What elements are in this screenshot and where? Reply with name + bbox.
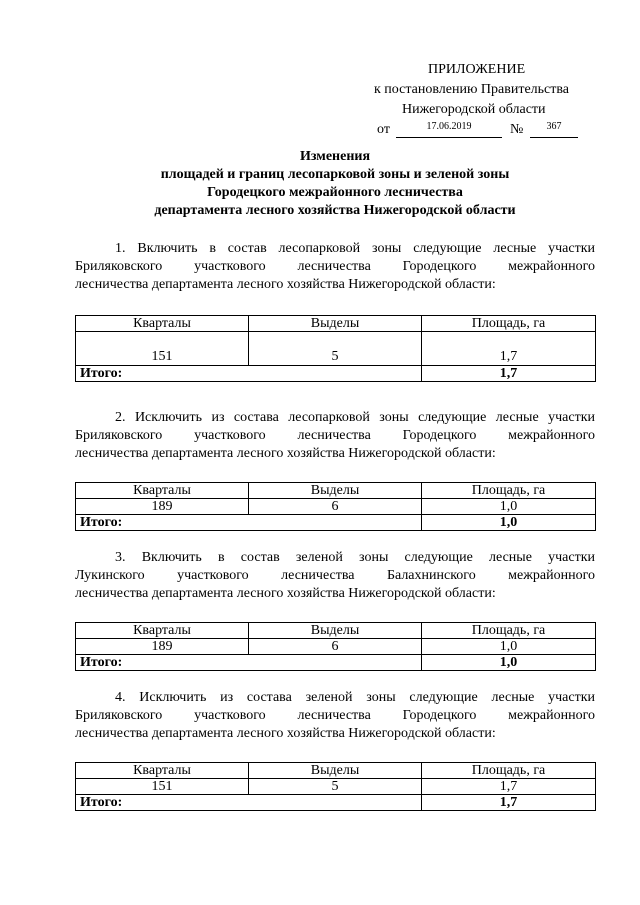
section-4 <box>75 689 595 811</box>
section-1-line-3: лесничества департамента лесного хозяйства Нижегородской области: <box>75 277 496 292</box>
header-quarters: Кварталы <box>76 763 249 779</box>
from-label: от <box>377 122 390 137</box>
section-1-text <box>75 240 595 294</box>
total-value: 1,0 <box>422 515 596 531</box>
header-quarters: Кварталы <box>76 623 249 639</box>
header-area: Площадь, га <box>422 763 596 779</box>
total-label: Итого: <box>76 655 422 671</box>
title-line-1: Изменения <box>299 149 371 164</box>
cell-area: 1,0 <box>422 499 596 515</box>
header-plots: Выделы <box>249 483 422 499</box>
cell-quarter: 189 <box>76 499 249 515</box>
cell-area: 1,7 <box>422 332 596 366</box>
section-3-line-1: 3. Включить в состав зеленой зоны следующие лесные участки <box>115 550 595 565</box>
table-row <box>76 779 596 795</box>
header-plots: Выделы <box>249 623 422 639</box>
total-label: Итого: <box>76 795 422 811</box>
header-plots: Выделы <box>249 763 422 779</box>
section-4-line-2: Бриляковского участкового лесничества Городецкого межрайонного <box>75 708 595 723</box>
cell-quarter: 189 <box>76 639 249 655</box>
section-1-table <box>75 315 596 382</box>
section-3-text <box>75 549 595 603</box>
cell-plot: 5 <box>249 332 422 366</box>
total-label: Итого: <box>76 366 422 382</box>
section-2-line-3: лесничества департамента лесного хозяйства Нижегородской области: <box>75 446 496 461</box>
table-header-row <box>76 623 596 639</box>
section-3-line-2: Лукинского участкового лесничества Балахнинского межрайонного <box>75 568 595 583</box>
section-2-line-2: Бриляковского участкового лесничества Городецкого межрайонного <box>75 428 595 443</box>
table-row <box>76 332 596 366</box>
section-2-line-1: 2. Исключить из состава лесопарковой зоны следующие лесные участки <box>115 410 595 425</box>
appendix-heading: ПРИЛОЖЕНИЕ <box>428 62 526 77</box>
table-total-row <box>76 515 596 531</box>
section-4-line-3: лесничества департамента лесного хозяйства Нижегородской области: <box>75 726 496 741</box>
appendix-header <box>360 60 600 140</box>
section-4-line-1: 4. Исключить из состава зеленой зоны следующие лесные участки <box>115 690 595 705</box>
table-row <box>76 499 596 515</box>
header-plots: Выделы <box>249 316 422 332</box>
table-header-row <box>76 316 596 332</box>
total-label: Итого: <box>76 515 422 531</box>
section-3-table <box>75 622 596 671</box>
cell-plot: 6 <box>249 499 422 515</box>
number-sign: № <box>510 122 524 137</box>
section-3-line-3: лесничества департамента лесного хозяйства Нижегородской области: <box>75 586 496 601</box>
table-header-row <box>76 763 596 779</box>
table-total-row <box>76 795 596 811</box>
table-header-row <box>76 483 596 499</box>
section-3 <box>75 549 595 671</box>
document-title <box>75 148 595 220</box>
title-line-3: Городецкого межрайонного лесничества <box>207 185 463 200</box>
table-row <box>76 639 596 655</box>
section-2 <box>75 409 595 531</box>
cell-quarter: 151 <box>76 332 249 366</box>
header-area: Площадь, га <box>422 483 596 499</box>
cell-area: 1,7 <box>422 779 596 795</box>
header-quarters: Кварталы <box>76 483 249 499</box>
section-2-table <box>75 482 596 531</box>
header-area: Площадь, га <box>422 316 596 332</box>
decree-number: 367 <box>530 120 578 138</box>
appendix-date-line <box>360 120 600 140</box>
section-1-line-2: Бриляковского участкового лесничества Городецкого межрайонного <box>75 259 595 274</box>
cell-area: 1,0 <box>422 639 596 655</box>
cell-plot: 6 <box>249 639 422 655</box>
title-line-4: департамента лесного хозяйства Нижегородской области <box>154 203 516 218</box>
header-quarters: Кварталы <box>76 316 249 332</box>
section-2-text <box>75 409 595 463</box>
total-value: 1,7 <box>422 366 596 382</box>
title-line-2: площадей и границ лесопарковой зоны и зеленой зоны <box>160 167 510 182</box>
section-1-line-1: 1. Включить в состав лесопарковой зоны следующие лесные участки <box>115 241 595 256</box>
table-total-row <box>76 655 596 671</box>
total-value: 1,7 <box>422 795 596 811</box>
total-value: 1,0 <box>422 655 596 671</box>
cell-quarter: 151 <box>76 779 249 795</box>
section-1 <box>75 240 595 382</box>
section-4-text <box>75 689 595 743</box>
decree-date: 17.06.2019 <box>396 120 502 138</box>
section-4-table <box>75 762 596 811</box>
appendix-region: Нижегородской области <box>402 102 546 117</box>
header-area: Площадь, га <box>422 623 596 639</box>
table-total-row <box>76 366 596 382</box>
appendix-reference: к постановлению Правительства <box>374 82 570 97</box>
cell-plot: 5 <box>249 779 422 795</box>
